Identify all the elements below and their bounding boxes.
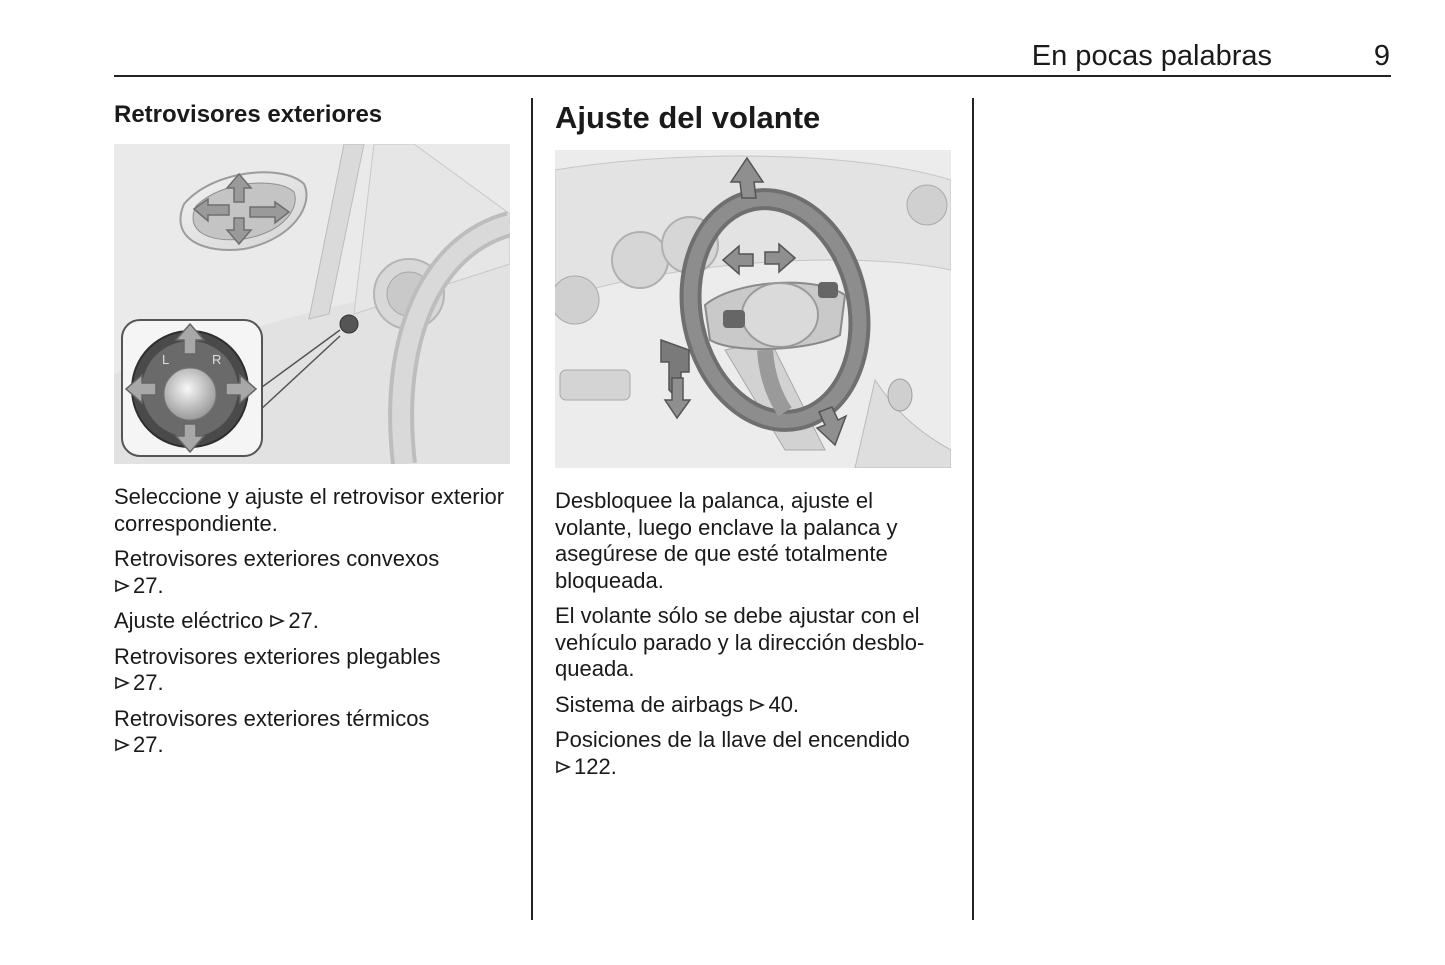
mirror-adjustment-figure — [114, 144, 510, 464]
cross-reference-icon — [114, 737, 130, 753]
column-divider-2 — [972, 98, 974, 920]
page-reference-link[interactable]: 27. — [288, 608, 319, 633]
page-reference-link[interactable]: 122. — [574, 753, 617, 779]
paragraph-convex-mirrors: Retrovisores exteriores convexos 27. — [114, 546, 440, 598]
cross-reference-icon — [269, 613, 285, 629]
paragraph-airbag-system: Sistema de airbags 40. — [555, 691, 800, 717]
header-rule — [114, 75, 1391, 77]
section-heading-steering: Ajuste del volante — [555, 100, 821, 135]
mirror-left-label: L — [162, 352, 170, 367]
steering-adjustment-figure — [555, 150, 951, 468]
paragraph-unlock-lever: Desbloquee la palanca, ajuste el volante, luego enclave la palanca y asegúrese de que esté totalmente bloqueada. — [555, 488, 898, 593]
cross-reference-icon — [114, 578, 130, 594]
paragraph-heated-mirrors: Retrovisores exteriores térmicos 27. — [114, 705, 430, 757]
column-divider-1 — [531, 98, 533, 920]
page-reference-link[interactable]: 27. — [133, 670, 164, 695]
section-heading-mirrors: Retrovisores exteriores — [114, 101, 383, 128]
page-reference-link[interactable]: 40. — [768, 691, 800, 717]
page-reference-link[interactable]: 27. — [133, 572, 164, 598]
cross-reference-icon — [555, 759, 571, 775]
page-reference-link[interactable]: 27. — [133, 732, 164, 757]
left-column — [114, 98, 512, 768]
mirror-right-label: R — [212, 352, 222, 367]
paragraph-select-mirror: Seleccione y ajuste el retrovisor exterior correspondiente. — [114, 484, 505, 536]
cross-reference-icon — [114, 675, 130, 691]
paragraph-folding-mirrors: Retrovisores exteriores plegables 27. — [114, 643, 441, 695]
right-column — [555, 98, 953, 789]
page-number: 9 — [1373, 40, 1390, 72]
running-header-title: En pocas palabras — [1031, 40, 1272, 72]
cross-reference-icon — [749, 697, 765, 713]
paragraph-ignition-positions: Posiciones de la llave del encendido 122. — [555, 727, 910, 779]
paragraph-adjust-parked: El volante sólo se debe ajustar con el vehículo parado y la dirección desbloqueada. — [555, 603, 925, 681]
paragraph-electric-adjust: Ajuste eléctrico 27. — [114, 608, 319, 633]
